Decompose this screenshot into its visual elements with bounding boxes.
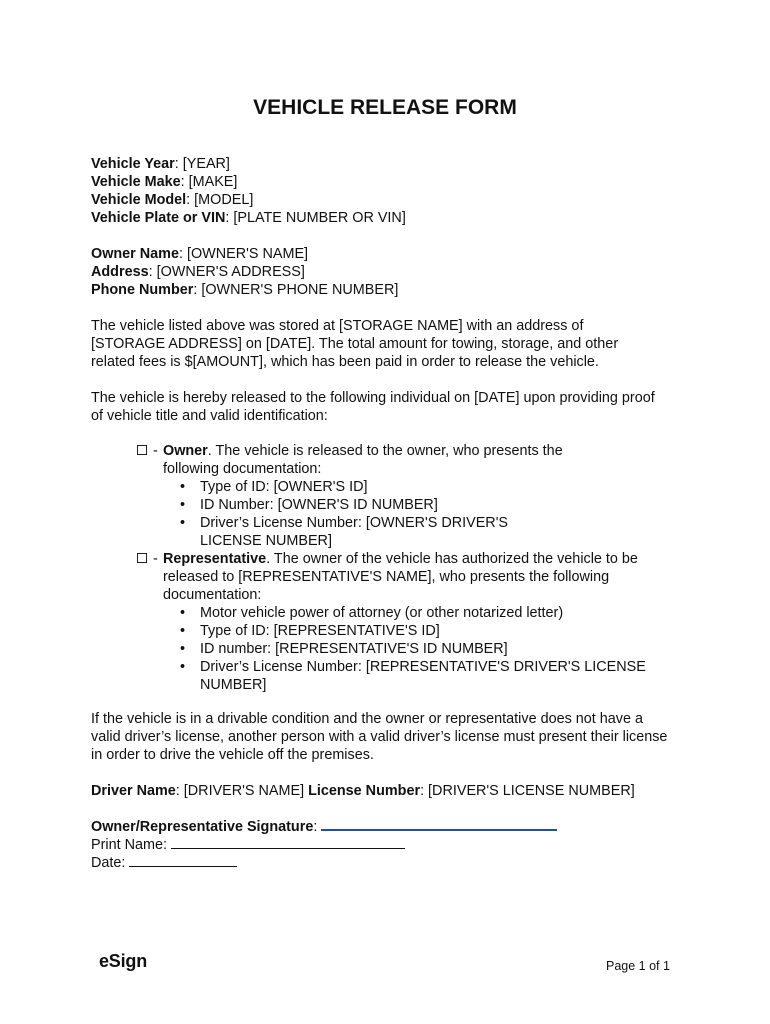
vehicle-model-value: : [MODEL] xyxy=(186,192,254,208)
vehicle-plate-value: : [PLATE NUMBER OR VIN] xyxy=(225,210,406,226)
signature-label: Owner/Representative Signature xyxy=(91,819,314,835)
storage-paragraph: The vehicle listed above was stored at [STORAGE NAME] with an address of [STORAGE ADDRESS] on [DATE]. The total amount for towing, storage, and other related fees is $[AMOUNT], which has been paid in order to release the vehicle. xyxy=(91,318,619,370)
representative-doc-item: Type of ID: [REPRESENTATIVE'S ID] xyxy=(200,623,440,639)
representative-doc-item: Motor vehicle power of attorney (or other notarized letter) xyxy=(200,605,564,621)
list-item xyxy=(137,496,637,514)
list-item xyxy=(137,478,637,496)
print-name-row xyxy=(91,836,681,854)
date-label: Date: xyxy=(91,855,130,871)
list-item xyxy=(137,640,637,658)
owner-doc-item: ID Number: [OWNER'S ID NUMBER] xyxy=(200,497,438,513)
owner-address-row xyxy=(91,263,681,281)
date-row xyxy=(91,854,681,872)
owner-address-label: Address xyxy=(91,264,149,280)
representative-option-text xyxy=(163,550,663,604)
owner-name-row xyxy=(91,245,681,263)
option-owner-row xyxy=(137,442,677,478)
driver-license-value: : [DRIVER'S LICENSE NUMBER] xyxy=(420,783,635,799)
driver-name-value: : [DRIVER'S NAME] xyxy=(175,783,309,799)
esign-logo: eSign xyxy=(99,951,148,971)
owner-option-label: Owner xyxy=(163,443,208,459)
list-item xyxy=(137,604,637,622)
owner-checkbox[interactable] xyxy=(137,445,147,455)
vehicle-make-label: Vehicle Make xyxy=(91,174,181,190)
drivable-paragraph: If the vehicle is in a drivable condition and the owner or representative does not have a valid driver’s license, another person with a valid driver’s license must present their license in order to drive the vehicle off the premises. xyxy=(91,711,668,763)
signature-colon: : xyxy=(313,819,322,835)
vehicle-year-row xyxy=(91,155,681,173)
owner-option-text xyxy=(163,442,593,478)
owner-info xyxy=(91,245,681,299)
vehicle-model-label: Vehicle Model xyxy=(91,192,187,208)
bullet-icon: • xyxy=(180,605,186,621)
driver-name-label: Driver Name xyxy=(91,783,176,799)
owner-phone-row xyxy=(91,281,681,299)
owner-option-description: . The vehicle is released to the owner, who presents the following documentation: xyxy=(163,443,563,477)
list-item xyxy=(137,658,670,694)
vehicle-model-row xyxy=(91,191,681,209)
vehicle-plate-label: Vehicle Plate or VIN xyxy=(91,210,226,226)
representative-dash: - xyxy=(153,551,158,567)
representative-documents-list xyxy=(137,604,646,694)
driver-row xyxy=(91,782,681,800)
owner-doc-item: Driver’s License Number: [OWNER'S DRIVER'S LICENSE NUMBER] xyxy=(200,515,509,549)
vehicle-make-row xyxy=(91,173,681,191)
option-representative xyxy=(137,550,677,694)
vehicle-year-value: : [YEAR] xyxy=(174,156,230,172)
bullet-icon: • xyxy=(180,623,186,639)
option-representative-row xyxy=(137,550,677,604)
signature-field[interactable] xyxy=(321,817,557,831)
owner-name-value: : [OWNER'S NAME] xyxy=(178,246,309,262)
owner-phone-label: Phone Number xyxy=(91,282,194,298)
representative-doc-item: ID number: [REPRESENTATIVE'S ID NUMBER] xyxy=(200,641,508,657)
owner-doc-item: Type of ID: [OWNER'S ID] xyxy=(200,479,368,495)
vehicle-info xyxy=(91,155,681,227)
signature-block xyxy=(91,817,681,872)
date-field[interactable] xyxy=(129,854,237,867)
bullet-icon: • xyxy=(180,659,186,675)
owner-phone-value: : [OWNER'S PHONE NUMBER] xyxy=(193,282,399,298)
vehicle-make-value: : [MAKE] xyxy=(180,174,238,190)
owner-name-label: Owner Name xyxy=(91,246,179,262)
option-owner xyxy=(137,442,677,550)
representative-option-description: . The owner of the vehicle has authorized the vehicle to be released to [REPRESENTATIVE'S NAME], who presents the following documentation: xyxy=(163,551,638,603)
page-title: VEHICLE RELEASE FORM xyxy=(253,96,517,119)
page-number: Page 1 of 1 xyxy=(606,959,670,973)
bullet-icon: • xyxy=(180,497,186,513)
vehicle-year-label: Vehicle Year xyxy=(91,156,175,172)
driver-info xyxy=(91,782,681,800)
representative-option-label: Representative xyxy=(163,551,267,567)
list-item xyxy=(137,622,637,640)
signature-row xyxy=(91,817,681,836)
representative-checkbox[interactable] xyxy=(137,553,147,563)
release-paragraph: The vehicle is hereby released to the following individual on [DATE] upon providing proof of vehicle title and valid identification: xyxy=(91,390,655,424)
list-item xyxy=(137,514,540,550)
bullet-icon: • xyxy=(180,515,186,531)
print-name-label: Print Name: xyxy=(91,837,171,853)
print-name-field[interactable] xyxy=(171,836,405,849)
representative-doc-item: Driver’s License Number: [REPRESENTATIVE'S DRIVER'S LICENSE NUMBER] xyxy=(200,659,646,693)
owner-dash: - xyxy=(153,443,158,459)
owner-documents-list xyxy=(137,478,637,550)
bullet-icon: • xyxy=(180,479,186,495)
owner-address-value: : [OWNER'S ADDRESS] xyxy=(148,264,305,280)
bullet-icon: • xyxy=(180,641,186,657)
vehicle-plate-row xyxy=(91,209,681,227)
driver-license-label: License Number xyxy=(308,783,421,799)
